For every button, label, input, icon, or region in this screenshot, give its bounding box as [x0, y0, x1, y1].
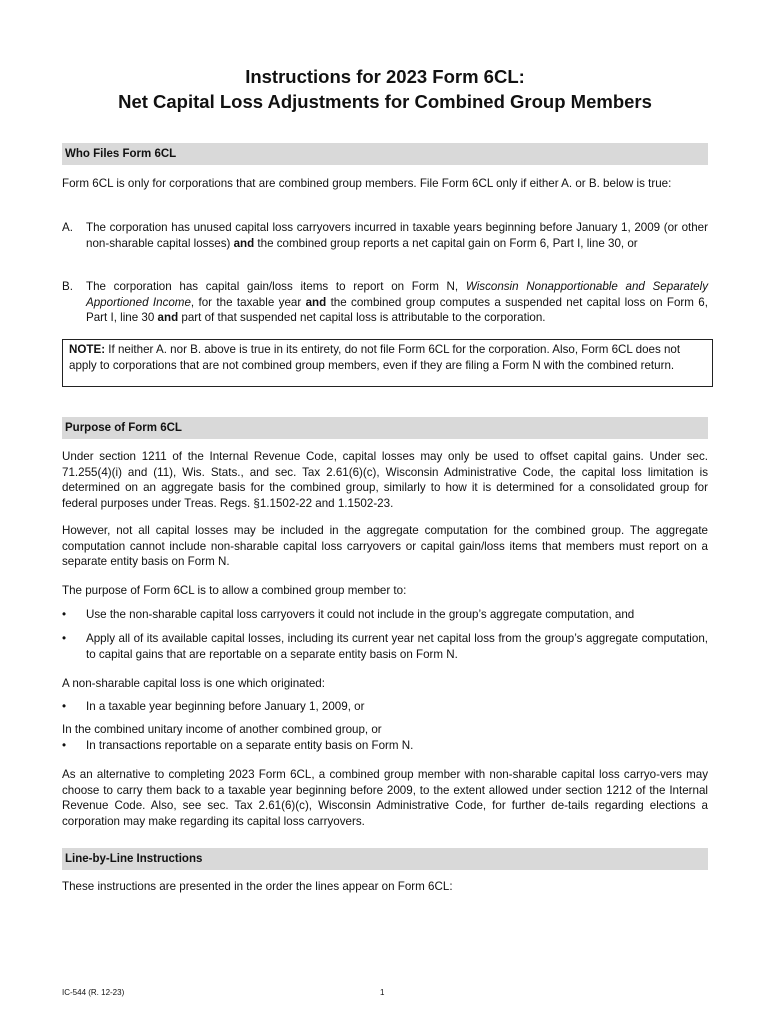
- condition-a: [62, 220, 708, 251]
- title-line-1: Instructions for 2023 Form 6CL:: [245, 66, 525, 87]
- who-files-intro: Form 6CL is only for corporations that are combined group members. File Form 6CL only if either A. or B. below is true:: [62, 177, 672, 190]
- page-title: [0, 64, 770, 114]
- line-by-line-paragraph: These instructions are presented in the order the lines appear on Form 6CL:: [62, 880, 453, 893]
- bullet-marker: •: [62, 739, 67, 752]
- condition-b-text: The corporation has capital gain/loss items to report on Form N, Wisconsin Nonapportionable and Separately Apportioned Income, for the taxable year and the combined group computes a suspended net capital loss on Form 6, Part I, line 30 and part of that suspended net capital loss is attributable to the corporation.: [86, 280, 708, 324]
- title-line-2: Net Capital Loss Adjustments for Combined Group Members: [118, 91, 652, 112]
- note-label: NOTE:: [69, 343, 106, 356]
- condition-b-marker: B.: [62, 280, 73, 293]
- bullet-marker: •: [62, 632, 67, 645]
- origin-bullet-transactions: [62, 738, 708, 754]
- bullet-marker: •: [62, 700, 67, 713]
- purpose-paragraph-2: However, not all capital losses may be included in the aggregate computation for the combined group. The aggregate computation cannot include non-sharable capital loss carryovers or capital gain/loss items that members must report on a separate entity basis on Form N.: [62, 524, 708, 568]
- purpose-bullet-1: [62, 607, 708, 623]
- note-box: [62, 339, 713, 387]
- origin-bullet-taxable-year: [62, 699, 708, 715]
- origin-bullet-taxable-year-text: In a taxable year beginning before January 1, 2009, or: [86, 700, 365, 713]
- purpose-bullet-2: [62, 631, 708, 662]
- condition-a-text: The corporation has unused capital loss carryovers incurred in taxable years beginning before January 1, 2009 (or other non-sharable capital losses) and the combined group reports a net capital gain on Form 6, Part I, line 30, or: [86, 221, 708, 250]
- section-heading-who-files: Who Files Form 6CL: [62, 143, 708, 165]
- purpose-bullet-1-text: Use the non-sharable capital loss carryovers it could not include in the group’s aggregate computation, and: [86, 608, 635, 621]
- footer-page-number: 1: [380, 988, 385, 997]
- condition-b: [62, 279, 708, 326]
- condition-a-marker: A.: [62, 221, 73, 234]
- purpose-paragraph-5: As an alternative to completing 2023 Form 6CL, a combined group member with non-sharable capital loss carryo-vers may choose to carry them back to a taxable year beginning before 2009, to the extent allowed under section 1212 of the Internal Revenue Code. Also, see sec. Tax 2.61(6)(c), Wisconsin Administrative Code, for further de-tails regarding elections a corporation may make regarding its capital loss carryovers.: [62, 768, 708, 828]
- bullet-marker: •: [62, 608, 67, 621]
- purpose-paragraph-3: The purpose of Form 6CL is to allow a combined group member to:: [62, 584, 407, 597]
- purpose-bullet-2-text: Apply all of its available capital losses, including its current year net capital loss from the group’s aggregate computation, to capital gains that are reportable on a separate entity basis on Form N.: [86, 632, 708, 661]
- section-heading-line-by-line: Line-by-Line Instructions: [62, 848, 708, 870]
- purpose-paragraph-1: Under section 1211 of the Internal Revenue Code, capital losses may only be used to offset capital gains. Under sec. 71.255(4)(i) and (11), Wis. Stats., and sec. Tax 2.61(6)(c), Wisconsin Administrative Code, the capital loss limitation is determined on an aggregate basis for the combined group, similarly to how it is determined for a consolidated group for federal purposes under Treas. Regs. §1.1502-22 and 1.1502-23.: [62, 450, 708, 510]
- footer-form-code: IC-544 (R. 12-23): [62, 988, 125, 997]
- note-text: If neither A. nor B. above is true in its entirety, do not file Form 6CL for the corporation. Also, Form 6CL does not apply to corporations that are not combined group members, even if they are filing a Form N with the combined return.: [69, 343, 681, 372]
- purpose-paragraph-4: A non-sharable capital loss is one which originated:: [62, 677, 325, 690]
- origin-bullet-transactions-text: In transactions reportable on a separate entity basis on Form N.: [86, 739, 414, 752]
- section-heading-purpose: Purpose of Form 6CL: [62, 417, 708, 439]
- origin-combined-unitary: In the combined unitary income of another combined group, or: [62, 723, 382, 736]
